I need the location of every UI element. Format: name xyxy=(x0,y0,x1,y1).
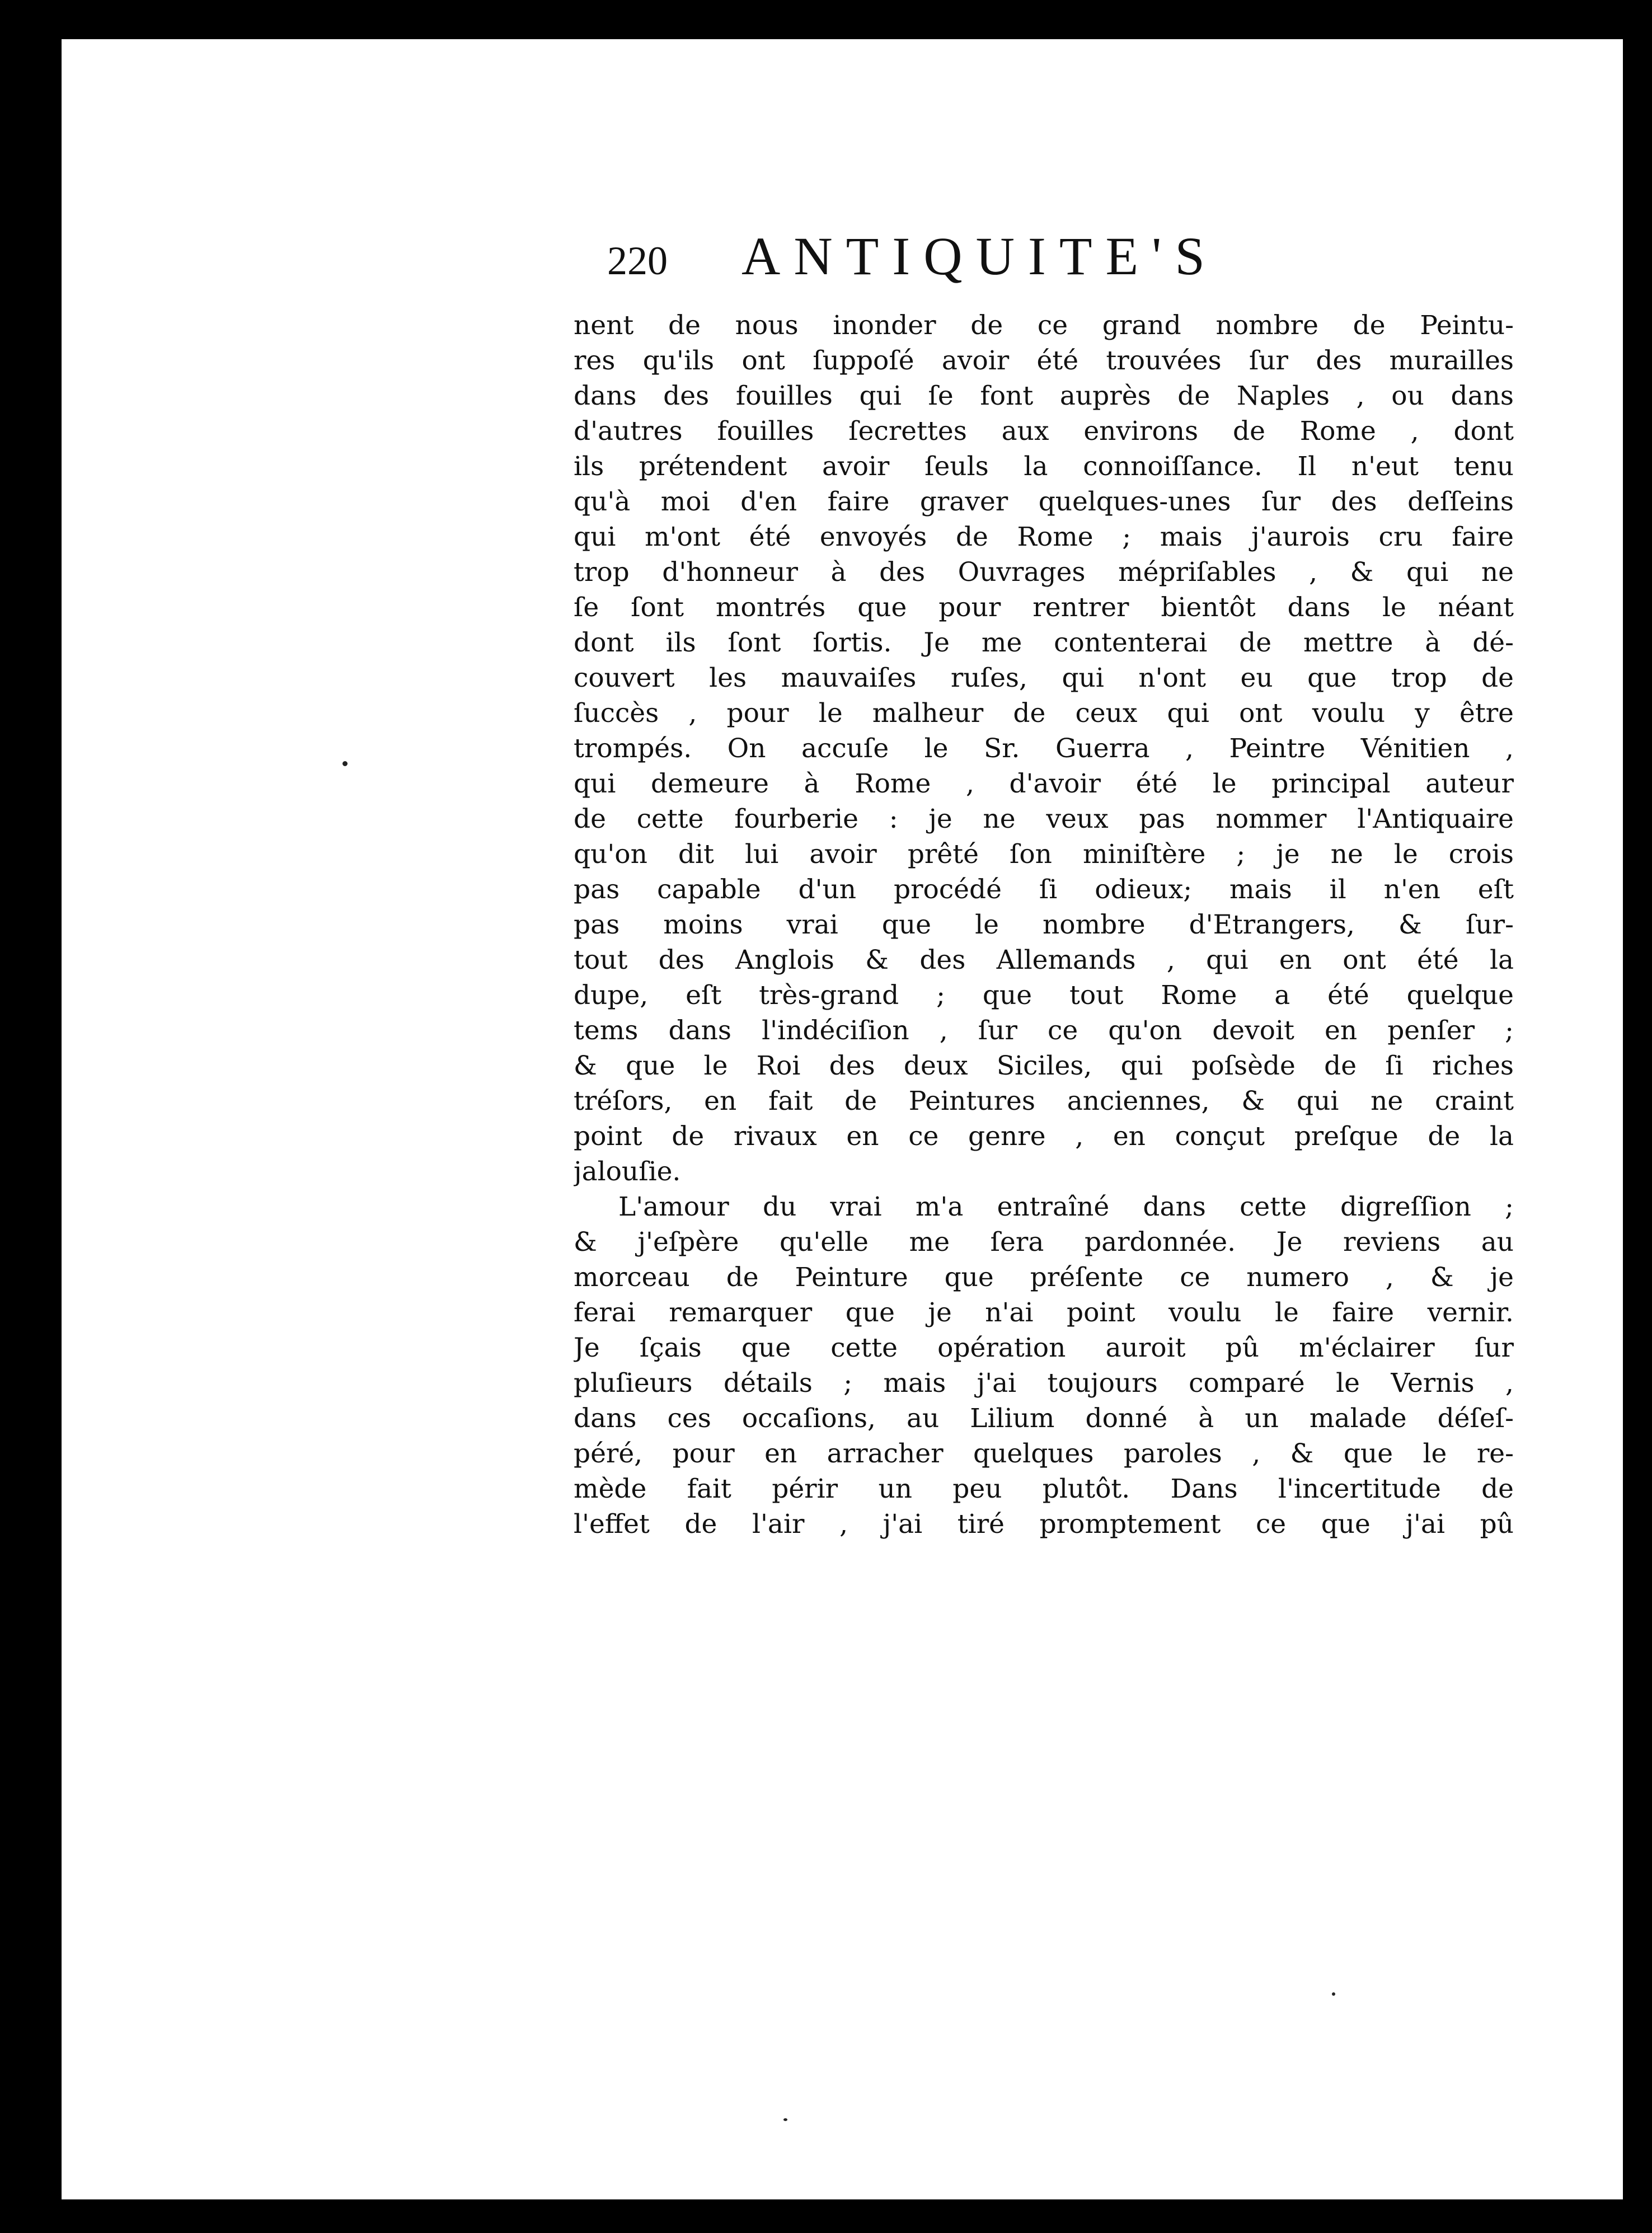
text-line: ferai remarquer que je n'ai point voulu le faire vernir. xyxy=(574,1297,1514,1328)
text-line: couvert les mauvaiſes ruſes, qui n'ont eu que trop de xyxy=(574,663,1514,693)
text-line: nent de nous inonder de ce grand nombre de Peintu- xyxy=(574,310,1514,341)
text-line: dans des fouilles qui ſe font auprès de Naples , ou dans xyxy=(574,381,1514,411)
paragraph-2 xyxy=(574,1189,1514,1542)
text-line: ſuccès , pour le malheur de ceux qui ont voulu y être xyxy=(574,698,1514,729)
text-line: mède fait périr un peu plutôt. Dans l'incertitude de xyxy=(574,1474,1514,1504)
text-line: dans ces occaſions, au Lilium donné à un malade déſeſ- xyxy=(574,1403,1514,1434)
page-number: 220 xyxy=(607,238,668,283)
text-line: qui m'ont été envoyés de Rome ; mais j'aurois cru faire xyxy=(574,522,1514,552)
text-line: ſe ſont montrés que pour rentrer bientôt dans le néant xyxy=(574,592,1514,623)
text-line: ils prétendent avoir ſeuls la connoiſſance. Il n'eut tenu xyxy=(574,451,1514,482)
text-line: L'amour du vrai m'a entraîné dans cette digreſſion ; xyxy=(618,1191,1514,1222)
text-line: dupe, eſt très-grand ; que tout Rome a été quelque xyxy=(574,980,1514,1011)
text-line: jalouſie. xyxy=(574,1156,681,1187)
text-line: de cette fourberie : je ne veux pas nommer l'Antiquaire xyxy=(574,804,1514,834)
text-line: pas capable d'un procédé ſi odieux; mais il n'en eſt xyxy=(574,874,1514,905)
text-line: péré, pour en arracher quelques paroles , & que le re- xyxy=(574,1438,1514,1469)
text-line: dont ils ſont ſortis. Je me contenterai de mettre à dé- xyxy=(574,627,1514,658)
text-line: qu'on dit lui avoir prêté ſon miniſtère ; je ne le crois xyxy=(574,839,1514,870)
paper-speck xyxy=(342,761,348,766)
text-line: trompés. On accuſe le Sr. Guerra , Peintre Vénitien , xyxy=(574,733,1514,764)
paper-speck xyxy=(783,2118,787,2121)
running-title: ANTIQUITE'S xyxy=(741,226,1218,286)
text-line: tout des Anglois & des Allemands , qui en ont été la xyxy=(574,945,1514,975)
text-line: res qu'ils ont ſuppoſé avoir été trouvées ſur des murailles xyxy=(574,345,1514,376)
text-line: qui demeure à Rome , d'avoir été le principal auteur xyxy=(574,768,1514,799)
text-line: trop d'honneur à des Ouvrages mépriſables , & qui ne xyxy=(574,557,1514,588)
text-line: qu'à moi d'en faire graver quelques-unes ſur des deſſeins xyxy=(574,486,1514,517)
text-line: l'effet de l'air , j'ai tiré promptement ce que j'ai pû xyxy=(574,1509,1514,1540)
book-page xyxy=(62,39,1623,2199)
paper-speck xyxy=(1332,1992,1335,1996)
text-line: morceau de Peinture que préſente ce numero , & je xyxy=(574,1262,1514,1293)
text-line: tems dans l'indéciſion , ſur ce qu'on devoit en penſer ; xyxy=(574,1015,1514,1046)
text-line: d'autres fouilles ſecrettes aux environs de Rome , dont xyxy=(574,416,1514,447)
text-line: point de rivaux en ce genre , en conçut preſque de la xyxy=(574,1121,1514,1152)
body-text xyxy=(574,308,1514,1542)
paragraph-1 xyxy=(574,308,1514,1189)
text-line: & j'eſpère qu'elle me ſera pardonnée. Je reviens au xyxy=(574,1227,1514,1258)
text-line: Je ſçais que cette opération auroit pû m'éclairer ſur xyxy=(574,1333,1514,1363)
text-line: tréſors, en fait de Peintures anciennes, & qui ne craint xyxy=(574,1086,1514,1116)
running-head xyxy=(607,226,1351,302)
text-line: pluſieurs détails ; mais j'ai toujours comparé le Vernis , xyxy=(574,1368,1514,1399)
text-line: & que le Roi des deux Siciles, qui poſsède de ſi riches xyxy=(574,1050,1514,1081)
text-line: pas moins vrai que le nombre d'Etrangers, & ſur- xyxy=(574,909,1514,940)
